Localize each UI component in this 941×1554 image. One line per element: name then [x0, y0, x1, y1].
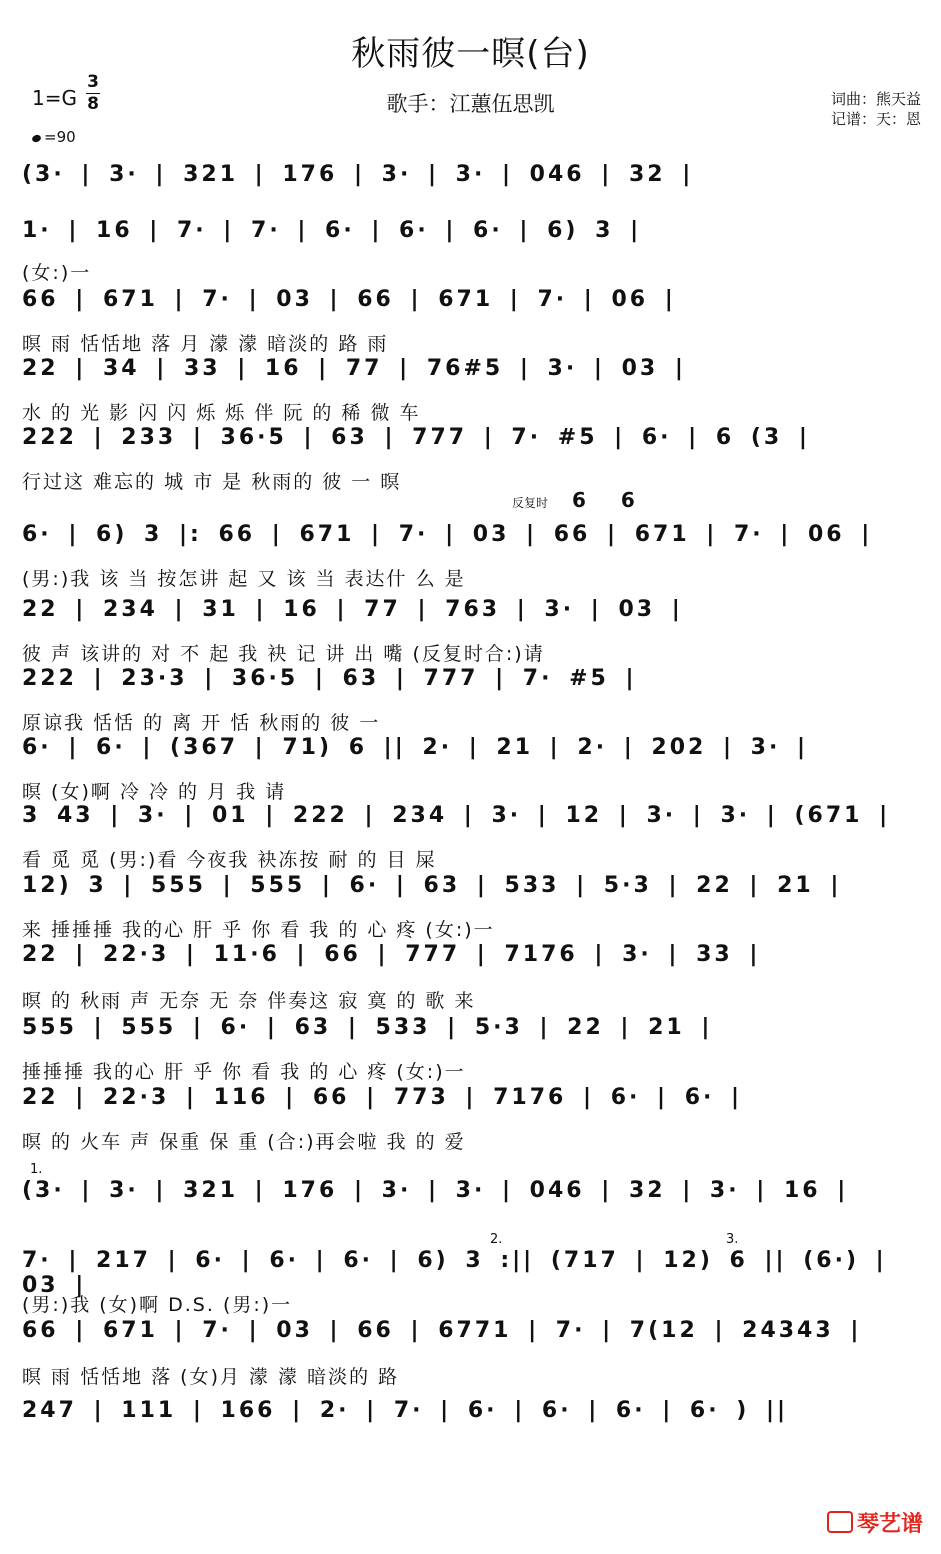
- lyric-row: (男:)我 (女)啊 D.S. (男:)一: [22, 1294, 293, 1316]
- lyric-row: 水 的 光 影 闪 闪 烁 烁 伴 阮 的 稀 微 车: [22, 402, 421, 424]
- volta-bracket: 1.: [30, 1162, 43, 1177]
- transcriber: 记谱：天：恩: [830, 110, 921, 128]
- notation-row: 22 | 22·3 | 11·6 | 66 | 777 | 7176 | 3· | 33 |: [22, 942, 761, 967]
- tempo-value: =90: [44, 128, 76, 146]
- notation-row: 22 | 34 | 33 | 16 | 77 | 76#5 | 3· | 03 |: [22, 356, 686, 381]
- lyricist-composer: 词曲：熊天益: [830, 90, 921, 108]
- notation-row: 6· | 6) 3 |: 66 | 671 | 7· | 03 | 66 | 671 | 7· | 06 |: [22, 522, 873, 547]
- lyric-row: 暝 的 秋雨 声 无奈 无 奈 伴奏这 寂 寞 的 歌 来: [22, 990, 476, 1012]
- notation-row: 1· | 16 | 7· | 7· | 6· | 6· | 6· | 6) 3 |: [22, 218, 642, 243]
- notation-row: 66 | 671 | 7· | 03 | 66 | 6771 | 7· | 7(12 | 24343 |: [22, 1318, 862, 1343]
- notation-row: 12) 3 | 555 | 555 | 6· | 63 | 533 | 5·3 | 22 | 21 |: [22, 873, 842, 898]
- notation-row: 222 | 23·3 | 36·5 | 63 | 777 | 7· #5 |: [22, 666, 637, 691]
- lyric-row: 来 捶捶捶 我的心 肝 乎 你 看 我 的 心 疼 (女:)一: [22, 919, 495, 941]
- lyric-row: 彼 声 该讲的 对 不 起 我 袂 记 讲 出 嘴 (反复时合:)请: [22, 643, 545, 665]
- lyric-row: (男:)我 该 当 按怎讲 起 又 该 当 表达什 么 是: [22, 568, 466, 590]
- notation-row: 247 | 111 | 166 | 2· | 7· | 6· | 6· | 6· | 6· ) ||: [22, 1398, 789, 1423]
- lyric-row: 行过这 难忘的 城 市 是 秋雨的 彼 一 暝: [22, 471, 402, 493]
- notation-row: (3· | 3· | 321 | 176 | 3· | 3· | 046 | 32 | 3· | 16 |: [22, 1178, 849, 1203]
- lyric-row: 暝 雨 恬恬地 落 月 濛 濛 暗淡的 路 雨: [22, 333, 389, 355]
- quarter-note-icon: [31, 134, 42, 144]
- song-title: 秋雨彼一暝(台): [351, 34, 590, 74]
- lyric-row: 暝 (女)啊 冷 冷 的 月 我 请: [22, 781, 287, 803]
- notation-row: 6· | 6· | (367 | 71) 6 || 2· | 21 | 2· | 202 | 3· |: [22, 735, 809, 760]
- singer-line: 歌手：江蕙伍思凯: [386, 92, 555, 116]
- notation-row: 22 | 234 | 31 | 16 | 77 | 763 | 3· | 03 |: [22, 597, 683, 622]
- notation-row: (3· | 3· | 321 | 176 | 3· | 3· | 046 | 32 |: [22, 162, 694, 187]
- lyric-row: 捶捶捶 我的心 肝 乎 你 看 我 的 心 疼 (女:)一: [22, 1061, 466, 1083]
- tempo-mark: [32, 128, 76, 146]
- notation-row: 22 | 22·3 | 116 | 66 | 773 | 7176 | 6· | 6· |: [22, 1085, 743, 1110]
- notation-row: 222 | 233 | 36·5 | 63 | 777 | 7· #5 | 6· | 6 (3 |: [22, 425, 810, 450]
- lyric-row: 暝 雨 恬恬地 落 (女)月 濛 濛 暗淡的 路: [22, 1366, 400, 1388]
- volta-bracket: 3.: [726, 1232, 739, 1247]
- lyric-row: (女:)一: [22, 262, 92, 284]
- notation-row: 3 43 | 3· | 01 | 222 | 234 | 3· | 12 | 3· | 3· | (671 |: [22, 803, 891, 828]
- volta-bracket: 2.: [490, 1232, 503, 1247]
- time-signature-bottom: 8: [87, 94, 99, 114]
- notation-row: 7· | 217 | 6· | 6· | 6· | 6) 3 :|| (717 | 12) 6 || (6·) | 03 |: [22, 1248, 887, 1298]
- watermark-text: 琴艺谱: [856, 1512, 923, 1537]
- lyric-row: 看 觅 觅 (男:)看 今夜我 袂冻按 耐 的 目 屎: [22, 849, 437, 871]
- notation-row: 66 | 671 | 7· | 03 | 66 | 671 | 7· | 06 |: [22, 287, 676, 312]
- key-signature: 1=G: [32, 86, 77, 110]
- reprise-label: 反复时: [512, 496, 549, 510]
- time-signature: [86, 74, 100, 113]
- notation-row: 555 | 555 | 6· | 63 | 533 | 5·3 | 22 | 21 |: [22, 1015, 713, 1040]
- logo-icon: [827, 1511, 853, 1533]
- watermark-logo: [827, 1507, 923, 1538]
- lyric-row: 原谅我 恬恬 的 离 开 恬 秋雨的 彼 一: [22, 712, 381, 734]
- time-signature-top: 3: [87, 72, 99, 92]
- lyric-row: 暝 的 火车 声 保重 保 重 (合:)再会啦 我 的 爱: [22, 1131, 466, 1153]
- reprise-notes: 6 6: [572, 488, 649, 512]
